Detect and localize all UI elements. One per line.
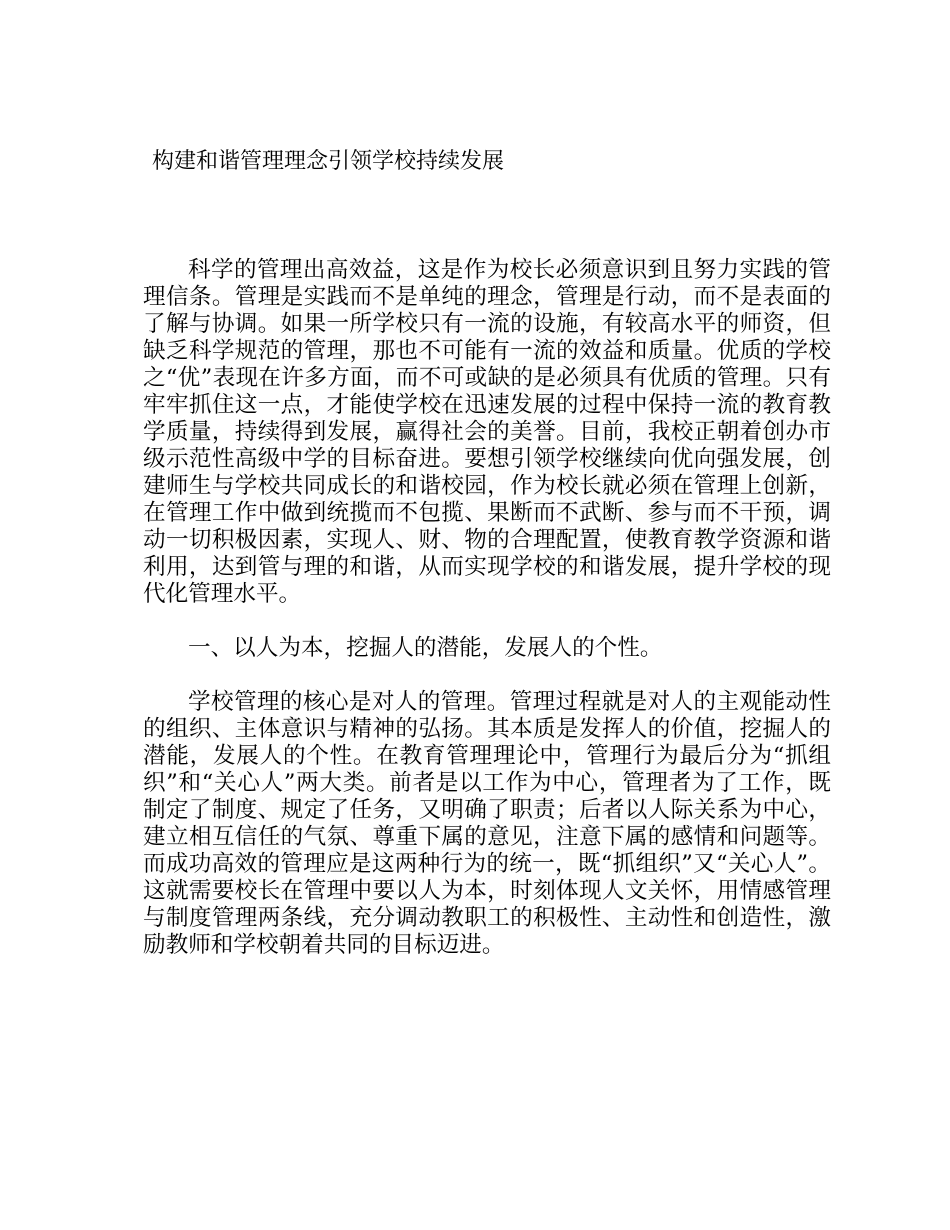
document-title: 构建和谐管理理念引领学校持续发展 <box>152 149 505 174</box>
section-heading: 一、以人为本，挖掘人的潜能，发展人的个性。 <box>188 635 663 661</box>
section-paragraph: 学校管理的核心是对人的管理。管理过程就是对人的主观能动性的组织、主体意识与精神的弘扬。其本质是发挥人的价值，挖掘人的潜能，发展人的个性。在教育管理理论中，管理行为最后分为“抓组织”和“关心人”两大类。前者是以工作为中心，管理者为了工作，既制定了制度、规定了任务，又明确了职责；后者以人际关系为中心，建立相互信任的气氛、尊重下属的意见，注意下属的感情和问题等。而成功高效的管理应是这两种行为的统一，既“抓组织”又“关心人”。这就需要校长在管理中要以人为本，时刻体现人文关怀，用情感管理与制度管理两条线，充分调动教职工的积极性、主动性和创造性，激励教师和学校朝着共同的目标迈进。 <box>143 689 831 958</box>
intro-paragraph: 科学的管理出高效益，这是作为校长必须意识到且努力实践的管理信条。管理是实践而不是单纯的理念，管理是行动，而不是表面的了解与协调。如果一所学校只有一流的设施，有较高水平的师资，但缺乏科学规范的管理，那也不可能有一流的效益和质量。优质的学校之“优”表现在许多方面，而不可或缺的是必须具有优质的管理。只有牢牢抓住这一点，才能使学校在迅速发展的过程中保持一流的教育教学质量，持续得到发展，赢得社会的美誉。目前，我校正朝着创办市级示范性高级中学的目标奋进。要想引领学校继续向优向强发展，创建师生与学校共同成长的和谐校园，作为校长就必须在管理上创新，在管理工作中做到统揽而不包揽、果断而不武断、参与而不干预，调动一切积极因素，实现人、财、物的合理配置，使教育教学资源和谐利用，达到管与理的和谐，从而实现学校的和谐发展，提升学校的现代化管理水平。 <box>143 257 831 607</box>
document-body <box>143 257 831 959</box>
